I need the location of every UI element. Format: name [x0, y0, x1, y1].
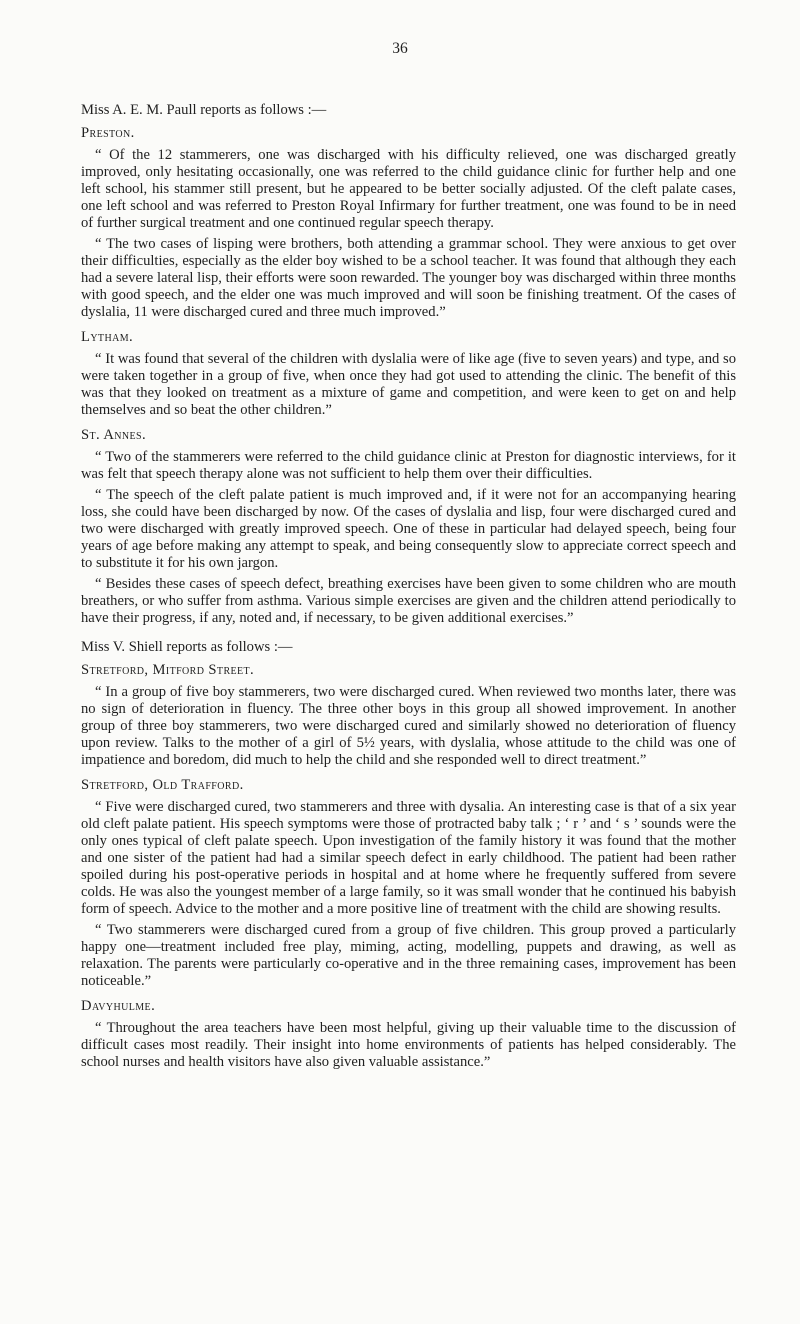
paragraph: “ Throughout the area teachers have been most helpful, giving up their valuable time to the discussion of difficult cases most readily. Their insight into home environments of patients has helped considerably. The school nurses and health visitors have also given valuable assistance.” — [81, 1020, 736, 1070]
report-intro-paull: Miss A. E. M. Paull reports as follows :— — [81, 102, 327, 118]
paragraph: “ Besides these cases of speech defect, breathing exercises have been given to some children who are mouth breathers, or who suffer from asthma. Various simple exercises are given and the children attend periodically to have their progress, if any, noted and, if necessary, to be given additional exercises.” — [81, 576, 736, 626]
paragraph: “ Two of the stammerers were referred to the child guidance clinic at Preston for diagnostic interviews, for it was felt that speech therapy alone was not sufficient to help them over their difficulties. — [81, 449, 736, 482]
area-heading-stretford-old-trafford: Stretford, Old Trafford. — [81, 777, 244, 793]
paragraph: “ Two stammerers were discharged cured from a group of five children. This group proved a particularly happy one—treatment included free play, miming, acting, modelling, puppets and drawing, as well as relaxation. The parents were particularly co-operative and in the three remaining cases, improvement has been noticeable.” — [81, 922, 736, 989]
paragraph: “ Five were discharged cured, two stammerers and three with dysalia. An interesting case is that of a six year old cleft palate patient. His speech symptoms were those of protracted baby talk ; ‘ r ’ and ‘ s ’ sounds were the only ones typical of cleft palate speech. Upon investigation of the family history it was found that the mother and one sister of the patient had had a similar speech defect in early childhood. The patient had been rather spoiled during his post-operative periods in hospital and at home where he frequently suffered from severe colds. He was also the youngest member of a large family, so it was small wonder that he continued his babyish form of speech. Advice to the mother and a more positive line of treatment with the child are showing results. — [81, 799, 736, 917]
area-heading-lytham: Lytham. — [81, 329, 134, 345]
paragraph: “ Of the 12 stammerers, one was discharged with his difficulty relieved, one was discharged greatly improved, only hesitating occasionally, one was referred to the child guidance clinic for further help and one left school, his stammer still present, but he appeared to be better socially adjusted. Of the cleft palate cases, one left school and was referred to Preston Royal Infirmary for further treatment, one was found to be in need of further surgical treatment and one continued regular speech therapy. — [81, 147, 736, 231]
area-heading-stretford-mitford-street: Stretford, Mitford Street. — [81, 662, 255, 678]
area-heading-preston: Preston. — [81, 125, 135, 141]
report-intro-shiell: Miss V. Shiell reports as follows :— — [81, 639, 293, 655]
report-body — [81, 0, 736, 1071]
paragraph: “ In a group of five boy stammerers, two were discharged cured. When reviewed two months later, there was no sign of deterioration in fluency. The three other boys in this group all showed improvement. In another group of three boy stammerers, two were discharged cured and similarly showed no deterioration of fluency upon review. Talks to the mother of a girl of 5½ years, with dyslalia, whose attitude to the child was one of impatience and boredom, did much to help the child and she responded well to direct treatment.” — [81, 684, 736, 768]
area-heading-davyhulme: Davyhulme. — [81, 998, 156, 1014]
paragraph: “ The speech of the cleft palate patient is much improved and, if it were not for an accompanying hearing loss, she could have been discharged by now. Of the cases of dyslalia and lisp, four were discharged cured and two were discharged with greatly improved speech. One of these in particular had delayed speech, being four years of age before making any attempt to speak, and being consequently slow to appreciate correct speech and to substitute it for his own jargon. — [81, 487, 736, 571]
paragraph: “ It was found that several of the children with dyslalia were of like age (five to seven years) and type, and so were taken together in a group of five, when once they had got used to attending the clinic. The benefit of this was that they looked on treatment as a mixture of game and competition, and were keen to get on and help themselves and so beat the other children.” — [81, 351, 736, 418]
paragraph: “ The two cases of lisping were brothers, both attending a grammar school. They were anxious to get over their difficulties, especially as the elder boy wished to be a school teacher. It was found that although they each had a severe lateral lisp, their efforts were soon rewarded. The younger boy was discharged within three months with good speech, and the elder one was much improved and will soon be finishing treatment. Of the cases of dyslalia, 11 were discharged cured and three much improved.” — [81, 236, 736, 320]
area-heading-st-annes: St. Annes. — [81, 427, 147, 443]
page-number: 36 — [392, 40, 408, 57]
